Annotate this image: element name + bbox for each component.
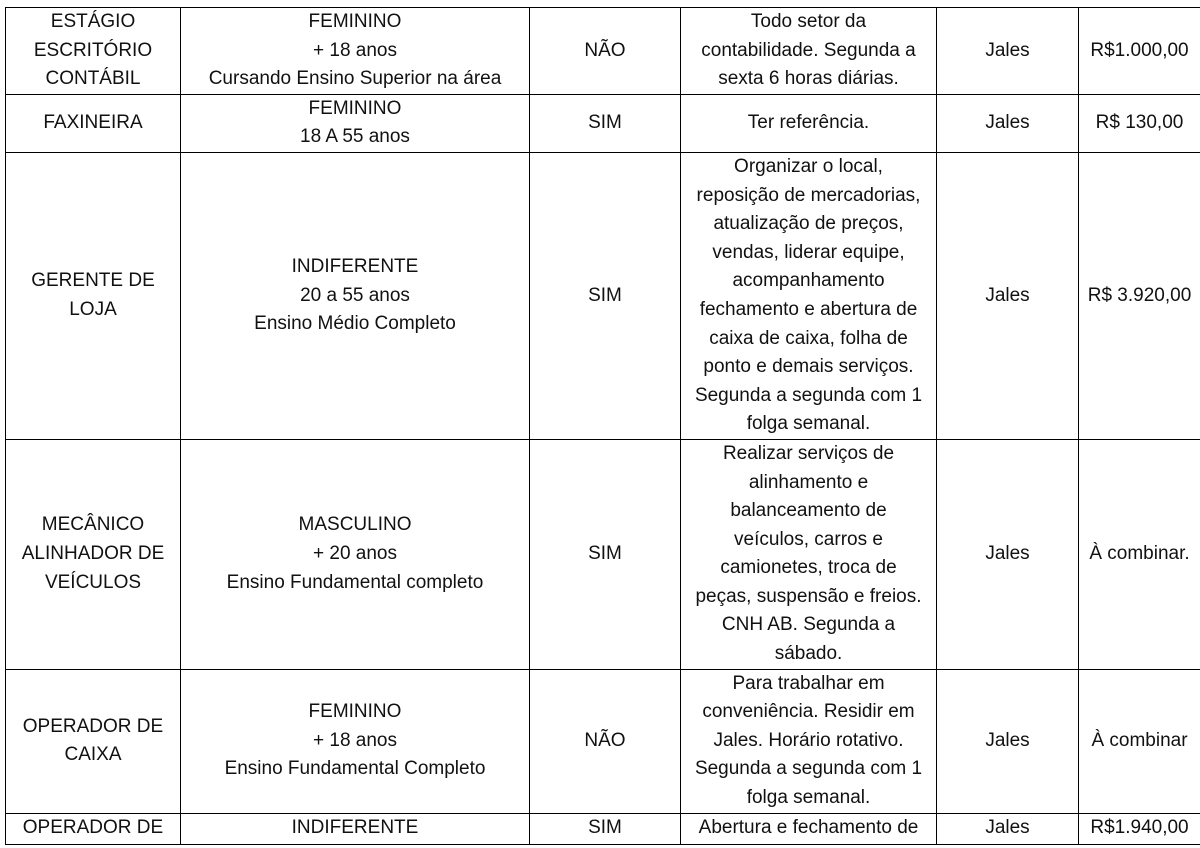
table-row [6, 8, 1200, 95]
description-cell: Organizar o local, reposição de mercadorias, atualização de preços, vendas, liderar equipe, acompanhamento fechamento e abertura de caixa de caixa, folha de ponto e demais serviços. Segunda a segunda com 1 folga semanal. [681, 152, 937, 439]
requirements-cell: INDIFERENTE 20 a 55 anos Ensino Médio Completo [181, 152, 530, 439]
table-row [6, 813, 1200, 844]
job-listings-table [5, 7, 1200, 845]
city-cell: Jales [937, 152, 1079, 439]
table-row [6, 152, 1200, 439]
city-cell: Jales [937, 439, 1079, 669]
experience-cell: SIM [530, 152, 681, 439]
requirements-cell: FEMININO + 18 anos Ensino Fundamental Completo [181, 669, 530, 813]
experience-cell: SIM [530, 813, 681, 844]
salary-cell: R$ 130,00 [1079, 94, 1200, 152]
salary-cell: À combinar [1079, 669, 1200, 813]
salary-cell: À combinar. [1079, 439, 1200, 669]
experience-cell: NÃO [530, 669, 681, 813]
requirements-cell: MASCULINO + 20 anos Ensino Fundamental completo [181, 439, 530, 669]
description-cell: Abertura e fechamento de [681, 813, 937, 844]
table-row [6, 669, 1200, 813]
salary-cell: R$1.940,00 [1079, 813, 1200, 844]
job-title-cell: MECÂNICO ALINHADOR DE VEÍCULOS [6, 439, 181, 669]
city-cell: Jales [937, 8, 1079, 95]
experience-cell: SIM [530, 439, 681, 669]
salary-cell: R$ 3.920,00 [1079, 152, 1200, 439]
description-cell: Realizar serviços de alinhamento e balanceamento de veículos, carros e camionetes, troca de peças, suspensão e freios. CNH AB. Segunda a sábado. [681, 439, 937, 669]
table-row [6, 94, 1200, 152]
job-title-cell: OPERADOR DE [6, 813, 181, 844]
job-title-cell: GERENTE DE LOJA [6, 152, 181, 439]
city-cell: Jales [937, 813, 1079, 844]
city-cell: Jales [937, 94, 1079, 152]
requirements-cell: INDIFERENTE [181, 813, 530, 844]
experience-cell: SIM [530, 94, 681, 152]
description-cell: Ter referência. [681, 94, 937, 152]
job-title-cell: ESTÁGIO ESCRITÓRIO CONTÁBIL [6, 8, 181, 95]
table-row [6, 439, 1200, 669]
description-cell: Para trabalhar em conveniência. Residir em Jales. Horário rotativo. Segunda a segunda com 1 folga semanal. [681, 669, 937, 813]
salary-cell: R$1.000,00 [1079, 8, 1200, 95]
job-title-cell: FAXINEIRA [6, 94, 181, 152]
requirements-cell: FEMININO 18 A 55 anos [181, 94, 530, 152]
requirements-cell: FEMININO + 18 anos Cursando Ensino Superior na área [181, 8, 530, 95]
city-cell: Jales [937, 669, 1079, 813]
experience-cell: NÃO [530, 8, 681, 95]
job-title-cell: OPERADOR DE CAIXA [6, 669, 181, 813]
description-cell: Todo setor da contabilidade. Segunda a sexta 6 horas diárias. [681, 8, 937, 95]
